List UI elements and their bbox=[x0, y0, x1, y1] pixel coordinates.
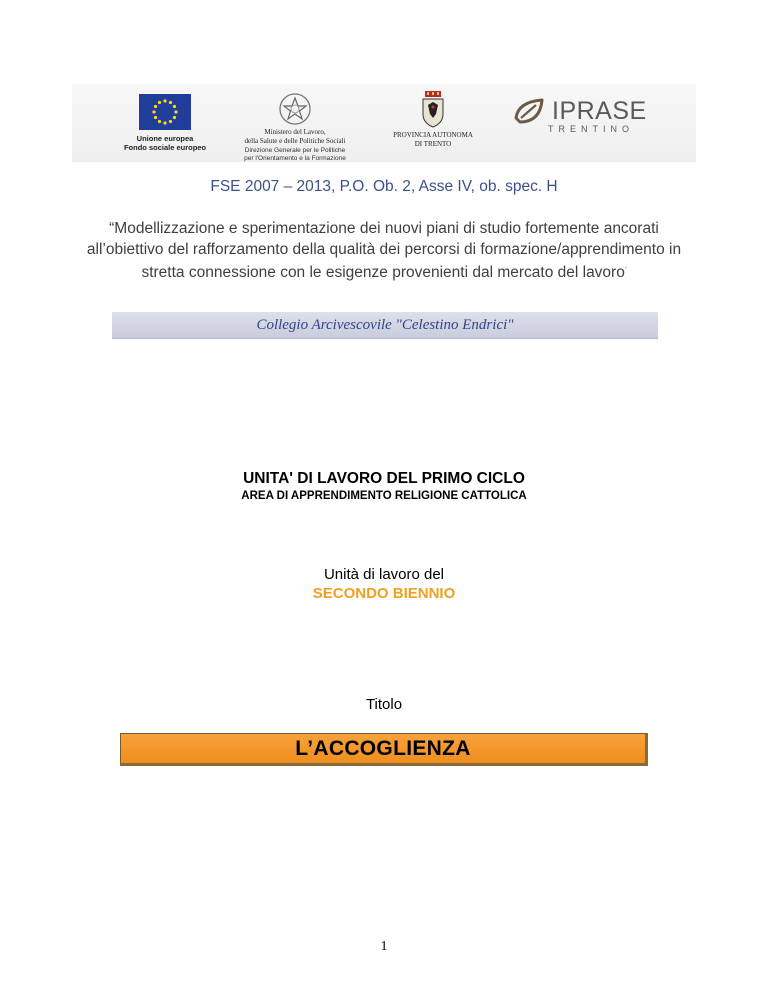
italian-emblem-icon bbox=[278, 92, 312, 126]
title-value: L’ACCOGLIENZA bbox=[295, 737, 471, 760]
trento-logo bbox=[382, 84, 484, 148]
title-box bbox=[120, 733, 648, 766]
ministry-line1: Ministero del Lavoro, bbox=[264, 128, 326, 136]
project-quote-close: ” bbox=[624, 267, 627, 273]
biennium-label: SECONDO BIENNIO bbox=[312, 585, 456, 602]
eu-flag-icon bbox=[139, 94, 191, 130]
trento-coat-of-arms-icon bbox=[420, 90, 446, 128]
project-quote bbox=[80, 218, 688, 283]
logo-band bbox=[72, 84, 696, 162]
ministry-line4: per l'Orientamento e la Formazione bbox=[244, 155, 346, 162]
program-line: FSE 2007 – 2013, P.O. Ob. 2, Asse IV, ob. spec. H bbox=[210, 178, 558, 195]
iprase-logo bbox=[504, 84, 674, 134]
trento-line1: PROVINCIA AUTONOMA bbox=[393, 131, 473, 139]
eu-logo-line2: Fondo sociale europeo bbox=[123, 143, 207, 152]
unit-title: UNITA' DI LAVORO DEL PRIMO CICLO bbox=[243, 470, 525, 487]
iprase-leaf-icon bbox=[512, 96, 548, 126]
ministry-line3: Direzione Generale per le Politiche bbox=[244, 147, 346, 154]
ministry-line2: della Salute e delle Politiche Sociali bbox=[244, 136, 346, 145]
unit-of-label: Unità di lavoro del bbox=[323, 566, 445, 583]
trento-line2: DI TRENTO bbox=[414, 139, 452, 148]
eu-logo bbox=[120, 84, 210, 152]
eu-logo-line1: Unione europea bbox=[136, 134, 194, 143]
school-banner bbox=[112, 312, 658, 339]
ministry-logo bbox=[230, 84, 360, 163]
area-subtitle: AREA DI APPRENDIMENTO RELIGIONE CATTOLICA bbox=[241, 490, 527, 502]
school-name: Collegio Arcivescovile "Celestino Endrici" bbox=[256, 317, 514, 333]
project-quote-text: “Modellizzazione e sperimentazione dei nuovi piani di studio fortemente ancorati all’obiettivo del rafforzamento della qualità dei percorsi di formazione/apprendimento in stretta connessione con le esigenze provenienti dal mercato del lavoro bbox=[86, 220, 682, 282]
title-label: Titolo bbox=[365, 696, 403, 713]
iprase-subtitle: TRENTINO bbox=[548, 124, 634, 134]
iprase-wordmark: IPRASE bbox=[552, 96, 647, 125]
page-number: 1 bbox=[380, 939, 388, 954]
